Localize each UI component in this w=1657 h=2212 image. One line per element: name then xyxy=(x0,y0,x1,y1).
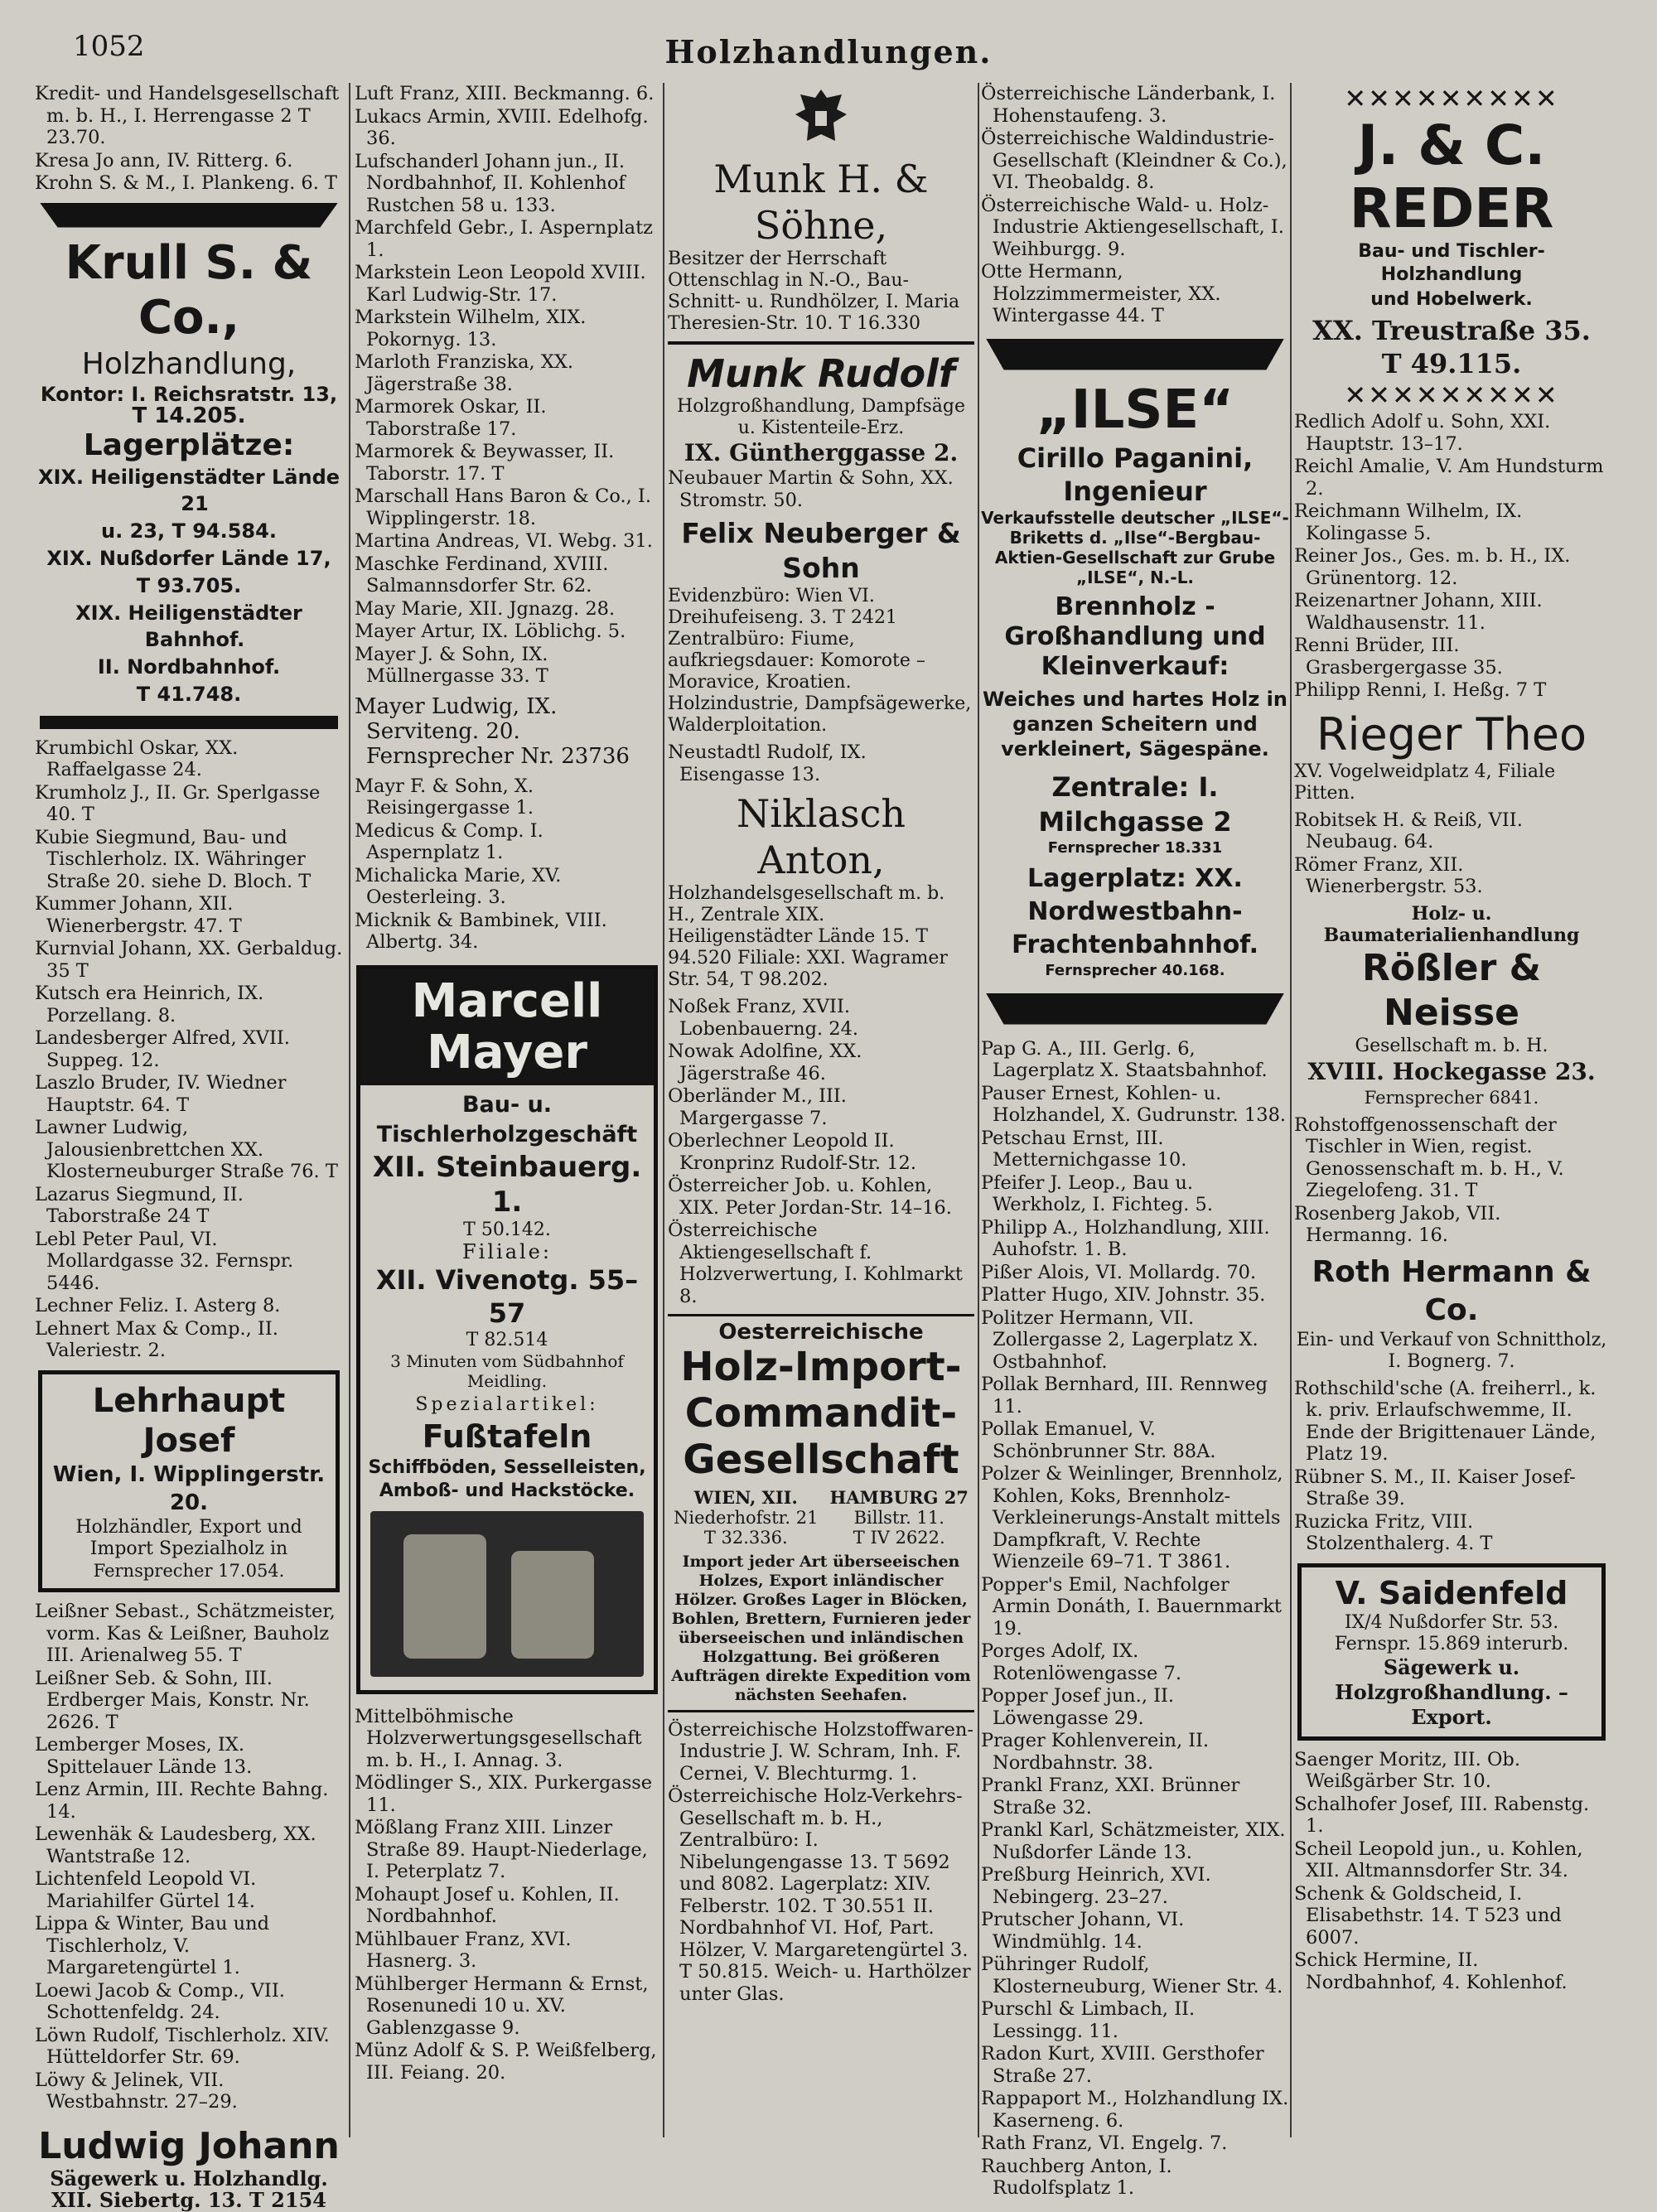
list-item: Platter Hugo, XIV. Johnstr. 35. xyxy=(981,1284,1266,1306)
list-item: Reiner Jos., Ges. m. b. H., IX. Grünentorg. 12. xyxy=(1294,545,1571,589)
column-5 xyxy=(1294,83,1609,2146)
list-item: Löwy & Jelinek, VII. Westbahnstr. 27–29. xyxy=(35,2069,238,2113)
list-item: Politzer Hermann, VII. Zollergasse 2, Lagerplatz X. Ostbahnhof. xyxy=(981,1306,1258,1373)
list-item: Lazarus Siegmund, II. Taborstraße 24 T xyxy=(35,1183,244,1227)
ad-niklasch xyxy=(668,790,974,991)
ad-ludwig xyxy=(35,2125,343,2212)
list-item: Lebl Peter Paul, VI. Mollardgasse 32. Fernspr. 5446. xyxy=(35,1228,294,1294)
ad-kontor: Kontor: I. Reichsratstr. 13, xyxy=(40,382,338,406)
page-header xyxy=(0,0,1657,83)
list-item: Maschke Ferdinand, XVIII. Salmannsdorfer Str. 62. xyxy=(355,553,609,596)
ad-name: Roth Hermann & Co. xyxy=(1312,1254,1592,1327)
entry-list xyxy=(668,467,974,511)
entry-list xyxy=(668,996,974,1307)
list-item: Landesberger Alfred, XVII. Suppeg. 12. xyxy=(35,1027,290,1071)
list-item: Kredit- und Handelsgesellschaft m. b. H., I. Herrengasse 2 T 23.70. xyxy=(35,83,340,148)
list-item: Schalhofer Josef, III. Rabenstg. 1. xyxy=(1294,1793,1590,1837)
list-item: Österreichische Aktiengesellschaft f. Holzverwertung, I. Kohlmarkt 8. xyxy=(668,1219,963,1307)
entry-list xyxy=(1294,411,1609,702)
ad-wien: WIEN, XII. xyxy=(693,1486,798,1508)
ad-spez: Spezialartikel: xyxy=(415,1394,599,1415)
entry-list xyxy=(981,83,1289,327)
ad-addr: XII. Steinbauerg. 1. xyxy=(372,1150,642,1219)
list-item: Radon Kurt, XVIII. Gersthofer Straße 27. xyxy=(981,2043,1264,2087)
list-item: Römer Franz, XII. Wienerbergstr. 53. xyxy=(1294,853,1483,897)
ad-neuberger xyxy=(668,516,974,737)
list-item: Rothschild'sche (A. freiherrl., k. k. priv. Erlaufschwemme, II. Ende der Brigittenauer Lände, Platz 19. xyxy=(1294,1377,1597,1465)
ad-name: Marcell Mayer xyxy=(360,969,654,1085)
ad-name: Munk Rudolf xyxy=(687,351,955,396)
list-item: Mayer J. & Sohn, IX. Müllnergasse 33. T xyxy=(355,643,548,687)
ad-roth xyxy=(1294,1253,1609,1373)
ad-addr: XX. Treustraße 35. xyxy=(1312,315,1591,346)
list-item: May Marie, XII. Jgnazg. 28. xyxy=(355,597,616,620)
list-item: Pollak Bernhard, III. Rennweg 11. xyxy=(981,1374,1268,1418)
ad-sub: Bau- u. Tischlerholzgeschäft xyxy=(376,1091,638,1147)
column-rule xyxy=(349,83,350,2137)
list-item: Oberlechner Leopold II. Kronprinz Rudolf-Str. 12. xyxy=(668,1130,916,1174)
column-4 xyxy=(981,83,1289,2199)
list-item: Luft Franz, XIII. Beckmanng. 6. xyxy=(355,83,655,104)
list-item: Pollak Emanuel, V. Schönbrunner Str. 88A. xyxy=(981,1418,1216,1462)
ad-sub2: und Hobelwerk. xyxy=(1370,289,1533,310)
list-item: Neustadtl Rudolf, IX. Eisengasse 13. xyxy=(668,741,867,785)
column-rule xyxy=(1290,83,1292,2137)
ad-tel: T 50.142. xyxy=(463,1219,551,1240)
ad-item: Fußtafeln xyxy=(422,1418,592,1455)
ad-tel: Fernsprecher 18.331 xyxy=(1047,838,1223,857)
list-item: Lufschanderl Johann jun., II. Nordbahnhof, II. Kohlenhof Rustchen 58 u. 133. xyxy=(355,150,626,216)
ad-wood: Weiches und hartes Holz in ganzen Scheitern und verkleinert, Sägespäne. xyxy=(982,687,1287,761)
list-item: Lenz Armin, III. Rechte Bahng. 14. xyxy=(35,1779,329,1823)
ad-tel: Fernsprecher 40.168. xyxy=(1045,961,1225,979)
list-item: Rappaport M., Holzhandlung IX. Kaserneng. 6. xyxy=(981,2088,1289,2132)
list-item: Marschall Hans Baron & Co., I. Wipplingerstr. 18. xyxy=(355,485,651,529)
entry-list xyxy=(1294,1114,1609,1247)
ad-saidenfeld xyxy=(1297,1563,1606,1741)
list-item: Österreichische Holzstoffwaren-Industrie J. W. Schram, Inh. F. Cernei, V. Blechturmg. 1. xyxy=(668,1718,973,1785)
ad-note: 3 Minuten vom Südbahnhof Meidling. xyxy=(390,1351,624,1391)
ad-wien-addr: Niederhofstr. 21 xyxy=(674,1507,819,1528)
ad-ges: Gesellschaft m. b. H. xyxy=(1355,1035,1548,1056)
ad-filiale: Filiale: xyxy=(462,1240,552,1263)
list-item: Otte Hermann, Holzzimmermeister, XX. Wintergasse 44. T xyxy=(981,261,1221,326)
ad-lager-title: Lagerplätze: xyxy=(83,427,295,462)
ad-munk xyxy=(668,86,974,335)
ad-name: Ludwig Johann xyxy=(38,2124,340,2167)
list-item: Michalicka Marie, XV. Oesterleing. 3. xyxy=(355,864,562,908)
divider-bar xyxy=(40,203,338,228)
ad-owner: Cirillo Paganini, Ingenieur xyxy=(1017,442,1254,507)
list-item: XIX. Heiligenstädter Bahnhof. xyxy=(75,601,302,651)
list-item: Medicus & Comp. I. Aspernplatz 1. xyxy=(355,819,543,863)
ad-hamburg: HAMBURG 27 xyxy=(829,1486,969,1508)
ad-sub: Holzhandlung, xyxy=(81,346,297,381)
list-item: Prager Kohlenverein, II. Nordbahnstr. 38. xyxy=(981,1730,1210,1774)
ad-trade: Brennholz - Großhandlung und Kleinverkauf: xyxy=(1004,592,1266,681)
list-item: Reizenartner Johann, XIII. Waldhausenstr. 11. xyxy=(1294,590,1543,634)
list-item: XIX. Nußdorfer Lände 17, xyxy=(46,546,331,570)
list-item: Lippa & Winter, Bau und Tischlerholz, V. Margaretengürtel 1. xyxy=(35,1913,270,1978)
list-item: Marmorek & Beywasser, II. Taborstr. 17. T xyxy=(355,441,615,485)
ad-name: Munk H. & Söhne, xyxy=(713,157,929,248)
list-item: XIX. Heiligenstädter Lände 21 xyxy=(37,465,341,515)
list-item: T 41.748. xyxy=(136,682,242,706)
entry-list xyxy=(1294,1378,1609,1555)
entry-list xyxy=(1294,1749,1609,1994)
ad-pre: Holz- u. Baumaterialienhandlung xyxy=(1323,902,1580,946)
list-item: Mühlbauer Franz, XVI. Hasnerg. 3. xyxy=(355,1928,572,1972)
list-item: Marloth Franziska, XX. Jägerstraße 38. xyxy=(355,351,574,395)
ad-addr: XVIII. Hockegasse 23. xyxy=(1307,1058,1596,1085)
ad-tel: Fernspr. 15.869 interurb. xyxy=(1334,1633,1569,1654)
list-item: Österreichische Holz-Verkehrs-Gesellschaft m. b. H., Zentralbüro: I. Nibelungengasse 13. T 5692 und 8082. Lagerplatz: XIV. Felberstr. 102. T 30.551 II. Nordbahnhof VI. Hof, Part. Hölzer, V. Margaretengürtel 3. T 50.815. Weich- u. Harthölzer unter Glas. xyxy=(668,1785,971,2005)
ad-hamburg-tel: T IV 2622. xyxy=(853,1527,945,1548)
ad-name: Krull S. & Co., xyxy=(65,235,313,345)
list-item: Philipp A., Holzhandlung, XIII. Auhofstr. 1. B. xyxy=(981,1216,1270,1260)
divider-bar xyxy=(986,339,1284,370)
list-item: Preßburg Heinrich, XVI. Nebingerg. 23–27. xyxy=(981,1864,1211,1908)
list-item: Pfeifer J. Leop., Bau u. Werkholz, I. Fichteg. 5. xyxy=(981,1171,1214,1215)
list-item: Martina Andreas, VI. Webg. 31. xyxy=(355,530,653,552)
entry-list xyxy=(35,737,343,1362)
ad-items: Schiffböden, Sesselleisten, Amboß- und Hackstöcke. xyxy=(368,1456,646,1501)
entry-mayer-ludwig: Mayer Ludwig, IX. Serviteng. 20. Fernsprecher Nr. 23736 xyxy=(355,693,630,769)
list-item: Popper's Emil, Nachfolger Armin Donáth, I. Bauernmarkt 19. xyxy=(981,1573,1282,1640)
list-item: Kurnvial Johann, XX. Gerbaldug. 35 T xyxy=(35,938,343,982)
list-item: Philipp Renni, I. Heßg. 7 T xyxy=(1294,679,1547,701)
entry-list xyxy=(1294,809,1609,898)
ad-text: Ein- und Verkauf von Schnittholz, I. Bognerg. 7. xyxy=(1296,1329,1607,1372)
list-item: Mayr F. & Sohn, X. Reisingergasse 1. xyxy=(355,775,534,819)
list-item: Neubauer Martin & Sohn, XX. Stromstr. 50. xyxy=(668,467,954,511)
list-item: Porges Adolf, IX. Rotenlöwengasse 7. xyxy=(981,1640,1181,1684)
ad-tel: T 82.514 xyxy=(466,1329,548,1350)
list-item: Schenk & Goldscheid, I. Elisabethstr. 14. T 523 und 6007. xyxy=(1294,1882,1562,1949)
list-item: Noßek Franz, XVII. Lobenbauerng. 24. xyxy=(668,996,859,1040)
entry-list xyxy=(981,1038,1289,2200)
ad-text: Import jeder Art überseeischen Holzes, Export inländischer Hölzer. Großes Lager in Blöcken, Bohlen, Brettern, Furnieren jeder überseeischen und inländischen Holzgattung. Bei größeren Aufträgen direkte Expedition vom nächsten Seehafen. xyxy=(671,1552,971,1704)
list-item: Pauser Ernest, Kohlen- u. Holzhandel, X. Gudrunstr. 138. xyxy=(981,1082,1287,1126)
ad-hamburg-addr: Billstr. 11. xyxy=(853,1507,944,1528)
list-item: Markstein Leon Leopold XVIII. Karl Ludwig-Str. 17. xyxy=(355,262,646,306)
ornament-border: ✕✕✕✕✕✕✕✕✕ xyxy=(1344,379,1559,411)
eagle-crest-icon xyxy=(792,86,850,152)
ornament-border: ✕✕✕✕✕✕✕✕✕ xyxy=(1344,83,1559,114)
list-item: Rosenberg Jakob, VII. Hermanng. 16. xyxy=(1294,1202,1501,1246)
list-item: Scheil Leopold jun., u. Kohlen, XII. Altmannsdorfer Str. 34. xyxy=(1294,1838,1583,1881)
ad-name: Felix Neuberger & Sohn xyxy=(681,517,961,584)
list-item: Polzer & Weinlinger, Brennholz, Kohlen, Koks, Brennholz-Verkleinerungs-Anstalt mittels Dampfkraft, V. Rechte Wienzeile 69–71. T 3861. xyxy=(981,1463,1283,1572)
ad-line: XII. Siebertg. 13. T 2154 xyxy=(51,2188,326,2212)
entry-list xyxy=(355,1706,659,2084)
list-item: T 93.705. xyxy=(136,573,242,597)
ad-lager: Lagerplatz: XX. Nordwestbahn-Frachtenbahnhof. xyxy=(1011,863,1258,959)
list-item: Lehnert Max & Comp., II. Valeriestr. 2. xyxy=(35,1317,278,1361)
list-item: Lukacs Armin, XVIII. Edelhofg. 36. xyxy=(355,105,649,149)
list-item: Marchfeld Gebr., I. Aspernplatz 1. xyxy=(355,217,653,261)
list-item: Münz Adolf & S. P. Weißfelberg, III. Feiang. 20. xyxy=(355,2040,657,2084)
list-item: Rübner S. M., II. Kaiser Josef-Straße 39. xyxy=(1294,1466,1576,1509)
list-item: Popper Josef jun., II. Löwengasse 29. xyxy=(981,1685,1175,1729)
ad-rieger xyxy=(1294,708,1609,804)
list-item: Mödlinger S., XIX. Purkergasse 11. xyxy=(355,1772,653,1816)
ad-tel: Fernsprecher 17.054. xyxy=(93,1560,285,1581)
list-item: Leißner Sebast., Schätzmeister, vorm. Kas & Leißner, Bauholz III. Arienalweg 55. T xyxy=(35,1601,336,1666)
entry-list xyxy=(355,83,659,688)
list-item: Reichl Amalie, V. Am Hundsturm 2. xyxy=(1294,456,1604,500)
ad-marcell-mayer xyxy=(356,965,658,1694)
ad-munk-rudolf xyxy=(668,351,974,467)
list-item: Mittelböhmische Holzverwertungsgesellschaft m. b. H., I. Annag. 3. xyxy=(355,1705,642,1771)
list-item: Oberländer M., III. Margergasse 7. xyxy=(668,1085,847,1129)
column-3 xyxy=(668,83,974,2146)
ad-filaddr: XII. Vivenotg. 55–57 xyxy=(375,1263,639,1329)
list-item: Prankl Karl, Schätzmeister, XIX. Nußdorfer Lände 13. xyxy=(981,1819,1286,1863)
entry-list xyxy=(35,1601,343,2113)
list-item: Reichmann Wilhelm, IX. Kolingasse 5. xyxy=(1294,500,1523,544)
ad-text: Verkaufsstelle deutscher „ILSE“-Briketts d. „Ilse“-Bergbau-Aktien-Gesellschaft zur Grube „ILSE“, N.-L. xyxy=(981,507,1289,587)
ad-lehrhaupt xyxy=(38,1370,340,1593)
ad-name: „ILSE“ xyxy=(1036,379,1234,441)
list-item: Krumholz J., II. Gr. Sperlgasse 40. T xyxy=(35,781,321,825)
ad-name: Holz-Import- xyxy=(680,1343,962,1390)
ad-krull xyxy=(35,236,343,708)
ad-holz-import xyxy=(668,1314,974,1712)
list-item: Pap G. A., III. Gerlg. 6, Lagerplatz X. Staatsbahnhof. xyxy=(981,1037,1268,1081)
list-item: Schick Hermine, II. Nordbahnhof, 4. Kohlenhof. xyxy=(1294,1949,1568,1993)
list-item: Marmorek Oskar, II. Taborstraße 17. xyxy=(355,396,547,440)
ad-text: Holzgroßhandlung, Dampfsäge u. Kistenteile-Erz. xyxy=(677,396,965,438)
ad-name: J. & C. REDER xyxy=(1349,113,1554,240)
running-head: Holzhandlungen. xyxy=(664,33,993,70)
list-item: Löwn Rudolf, Tischlerholz. XIV. Hütteldorfer Str. 69. xyxy=(35,2024,330,2068)
divider-bar xyxy=(40,716,338,729)
list-item: Lechner Feliz. I. Asterg 8. xyxy=(35,1295,281,1316)
list-item: Mayer Artur, IX. Löblichg. 5. xyxy=(355,621,626,642)
list-item: Markstein Wilhelm, XIX. Pokornyg. 13. xyxy=(355,307,587,350)
list-item: Österreicher Job. u. Kohlen, XIX. Peter Jordan-Str. 14–16. xyxy=(668,1175,952,1219)
wood-blocks-illustration xyxy=(370,1511,644,1677)
list-item: Loewi Jacob & Comp., VII. Schottenfeldg. 24. xyxy=(35,1979,285,2023)
ad-text: Holzhändler, Export und Import Spezialholz in xyxy=(75,1516,302,1559)
list-item: Prankl Franz, XXI. Brünner Straße 32. xyxy=(981,1775,1240,1818)
list-item: Österreichische Wald- u. Holz-Industrie Aktiengesellschaft, I. Weihburgg. 9. xyxy=(981,194,1284,260)
ad-reder xyxy=(1294,114,1609,379)
ad-text: XV. Vogelweidplatz 4, Filiale Pitten. xyxy=(1294,761,1556,804)
ad-tel: T 14.205. xyxy=(132,403,246,428)
ad-pre: Oesterreichische xyxy=(718,1320,924,1345)
list-item: u. 23, T 94.584. xyxy=(101,519,277,543)
ad-name: Niklasch Anton, xyxy=(737,791,906,882)
ad-tel: Fernsprecher 6841. xyxy=(1364,1088,1539,1108)
list-item: Kresa Jo ann, IV. Ritterg. 6. xyxy=(35,149,293,171)
ad-tel: T 49.115. xyxy=(1381,348,1522,379)
ad-name: Rieger Theo xyxy=(1316,708,1587,761)
list-item: Österreichische Waldindustrie-Gesellschaft (Kleindner & Co.), VI. Theobaldg. 8. xyxy=(981,128,1287,193)
ad-text: Holzhandelsgesellschaft m. b. H., Zentrale XIX. Heiligenstädter Lände 15. T 94.520 Filiale: XXI. Wagramer Str. 54, T 98.202. xyxy=(668,883,948,990)
ad-addr: IX/4 Nußdorfer Str. 53. xyxy=(1344,1611,1559,1633)
list-item: Mühlberger Hermann & Ernst, Rosenunedi 10 u. XV. Gablenzgasse 9. xyxy=(355,1973,649,2039)
list-item: Pühringer Rudolf, Klosterneuburg, Wiener Str. 4. xyxy=(981,1954,1283,1997)
list-item: Kutsch era Heinrich, IX. Porzellang. 8. xyxy=(35,983,264,1026)
entry-list xyxy=(668,1719,974,2006)
ad-zentrale: Zentrale: I. Milchgasse 2 xyxy=(1038,770,1232,838)
list-item: Lichtenfeld Leopold VI. Mariahilfer Gürtel 14. xyxy=(35,1868,257,1912)
list-item: Purschl & Limbach, II. Lessingg. 11. xyxy=(981,1998,1196,2042)
divider-bar xyxy=(668,341,974,345)
ad-name: V. Saidenfeld xyxy=(1335,1574,1568,1611)
list-item: II. Nordbahnhof. xyxy=(97,654,281,679)
list-item: Rauchberg Anton, I. Rudolfsplatz 1. xyxy=(981,2155,1172,2199)
ad-name: Commandit- xyxy=(684,1389,958,1437)
column-1 xyxy=(35,83,343,2212)
list-item: Nowak Adolfine, XX. Jägerstraße 46. xyxy=(668,1041,862,1084)
list-item: Krohn S. & M., I. Plankeng. 6. T xyxy=(35,172,338,194)
divider-bar xyxy=(986,993,1284,1025)
list-item: Renni Brüder, III. Grasbergergasse 35. xyxy=(1294,635,1503,679)
list-item: Kubie Siegmund, Bau- und Tischlerholz. IX. Währinger Straße 20. siehe D. Bloch. T xyxy=(35,826,312,892)
ad-text: Evidenzbüro: Wien VI. Dreihufeiseng. 3. T 2421 Zentralbüro: Fiume, aufkriegsdauer: Komorote – Moravice, Kroatien. Holzindustrie, Dampfsägewerke, Walderploitation. xyxy=(668,586,972,736)
entry-list xyxy=(35,464,343,708)
ad-ilse xyxy=(981,379,1289,980)
list-item: Pißer Alois, VI. Mollardg. 70. xyxy=(981,1261,1257,1283)
list-item: Prutscher Johann, VI. Windmühlg. 14. xyxy=(981,1909,1185,1953)
ad-wien-tel: T 32.336. xyxy=(703,1527,788,1548)
column-rule xyxy=(978,83,979,2137)
list-item: Österreichische Länderbank, I. Hohenstaufeng. 3. xyxy=(981,83,1276,127)
entry-list xyxy=(355,775,659,954)
list-item: Mohaupt Josef u. Kohlen, II. Nordbahnhof. xyxy=(355,1883,620,1927)
list-item: Redlich Adolf u. Sohn, XXI. Hauptstr. 13–17. xyxy=(1294,411,1551,455)
list-item: Petschau Ernst, III. Metternichgasse 10. xyxy=(981,1127,1187,1171)
list-item: Krumbichl Oskar, XX. Raffaelgasse 24. xyxy=(35,737,239,780)
column-2 xyxy=(355,83,659,2146)
list-item: Lawner Ludwig, Jalousienbrettchen XX. Klosterneuburger Straße 76. T xyxy=(35,1117,338,1182)
list-item: Rohstoffgenossenschaft der Tischler in Wien, regist. Genossenschaft m. b. H., V. Ziegelofeng. 31. T xyxy=(1294,1113,1564,1201)
ad-text: Besitzer der Herrschaft Ottenschlag in N.-O., Bau-Schnitt- u. Rundhölzer, I. Maria Theresien-Str. 10. T 16.330 xyxy=(668,249,960,334)
page-number: 1052 xyxy=(73,30,145,63)
ad-text: Sägewerk u. Holzgroßhandlung. – Export. xyxy=(1335,1654,1568,1729)
list-item: Kummer Johann, XII. Wienerbergstr. 47. T xyxy=(35,893,242,937)
ad-line: Sägewerk u. Holzhandlg. xyxy=(50,2166,328,2190)
list-item: Robitsek H. & Reiß, VII. Neubaug. 64. xyxy=(1294,809,1523,852)
entry-list xyxy=(35,83,343,195)
list-item: Micknik & Bambinek, VIII. Albertg. 34. xyxy=(355,909,607,953)
list-item: Saenger Moritz, III. Ob. Weißgärber Str. 10. xyxy=(1294,1748,1520,1792)
ad-name: Lehrhaupt Josef xyxy=(92,1381,286,1460)
ad-roessler xyxy=(1294,903,1609,1109)
entry-list xyxy=(668,741,974,785)
column-rule xyxy=(663,83,664,2137)
list-item: Lewenhäk & Laudesberg, XX. Wantstraße 12. xyxy=(35,1823,316,1867)
list-item: Leißner Seb. & Sohn, III. Erdberger Mais, Konstr. Nr. 2626. T xyxy=(35,1667,310,1733)
list-item: Rath Franz, VI. Engelg. 7. xyxy=(981,2132,1228,2154)
ad-addr: Wien, I. Wipplingerstr. 20. xyxy=(52,1461,326,1515)
ad-name: Rößler & Neisse xyxy=(1361,946,1542,1034)
ad-addr: IX. Güntherggasse 2. xyxy=(684,439,959,466)
ad-sub: Bau- und Tischler-Holzhandlung xyxy=(1358,241,1545,285)
list-item: Mößlang Franz XIII. Linzer Straße 89. Haupt-Niederlage, I. Peterplatz 7. xyxy=(355,1817,648,1882)
list-item: Laszlo Bruder, IV. Wiedner Hauptstr. 64. T xyxy=(35,1072,287,1116)
list-item: Lemberger Moses, IX. Spittelauer Lände 13. xyxy=(35,1734,253,1778)
ad-name: Gesellschaft xyxy=(683,1436,959,1483)
list-item: Ruzicka Fritz, VIII. Stolzenthalerg. 4. T xyxy=(1294,1510,1493,1554)
